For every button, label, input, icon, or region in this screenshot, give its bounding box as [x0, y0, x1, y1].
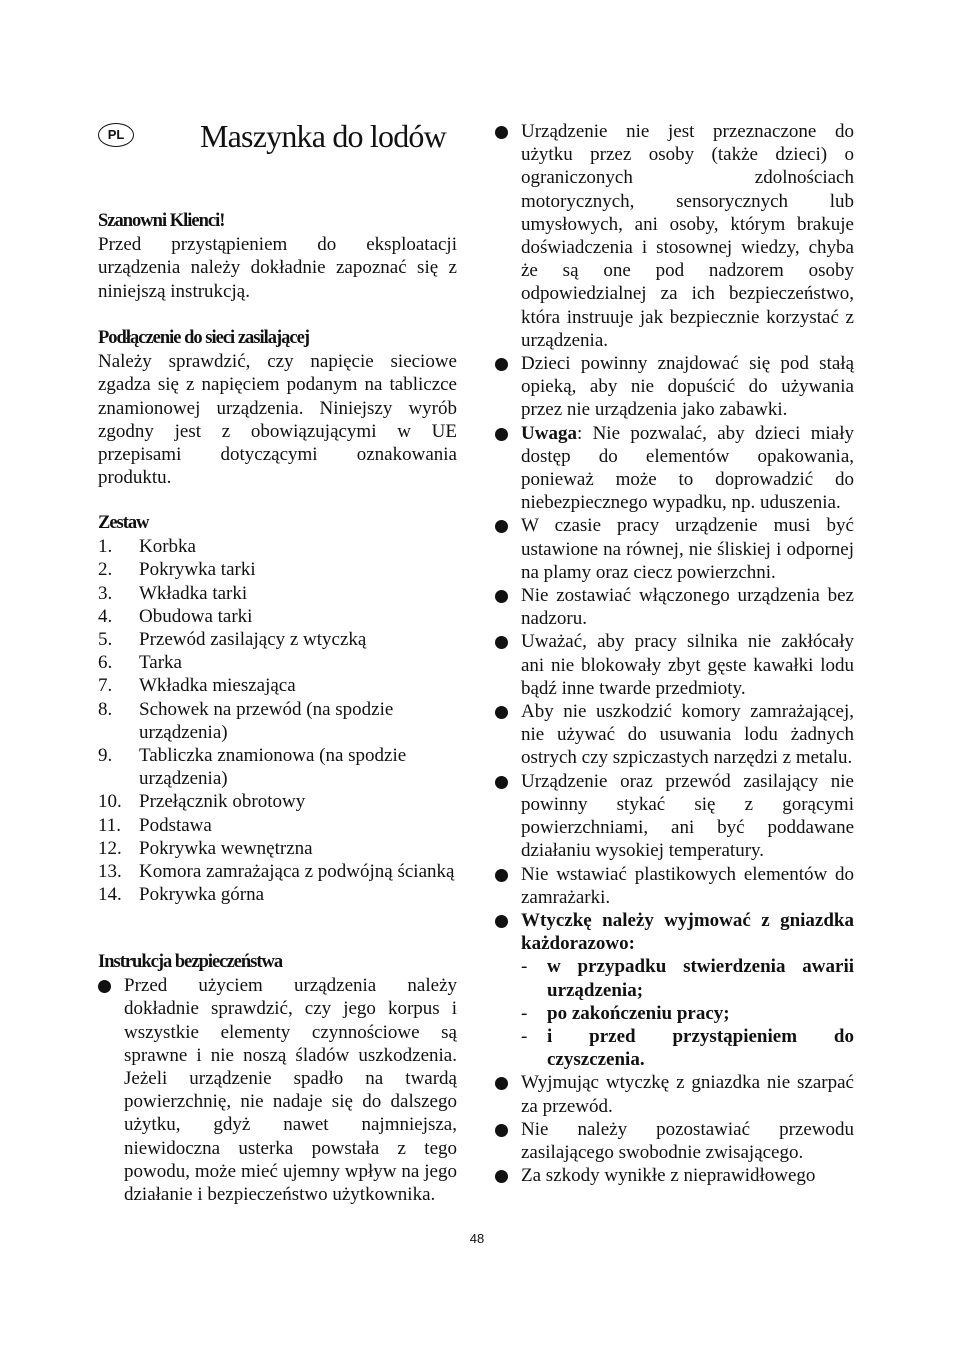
- power-section: [98, 327, 457, 489]
- item-number: 10.: [98, 791, 122, 813]
- bullet-icon: [495, 126, 508, 139]
- warning-text: : Nie pozwalać, aby dzieci miały dostęp do elementów opakowania, ponieważ może to doprowadzić do niebezpiecznego wypadku, np. uduszenia.: [521, 422, 854, 514]
- list-item: [98, 651, 457, 674]
- list-item: [98, 744, 457, 790]
- list-item: [495, 700, 854, 770]
- list-item-text: Aby nie uszkodzić komory zamrażającej, nie używać do usuwania lodu żadnych ostrych czy szpiczastych narzędzi z metalu.: [521, 701, 854, 769]
- intro-text: Przed przystąpieniem do eksploatacji urządzenia należy dokładnie zapoznać się z niniejszą instrukcją.: [98, 234, 457, 302]
- list-item: [495, 1164, 854, 1187]
- bullet-icon: [495, 428, 508, 441]
- item-label: Tarka: [139, 652, 182, 674]
- list-item: [495, 422, 854, 515]
- item-number: 4.: [98, 605, 113, 627]
- item-label: Podstawa: [139, 814, 212, 836]
- item-number: 6.: [98, 652, 113, 674]
- list-item: [98, 814, 457, 837]
- plug-sublist: [521, 955, 854, 1071]
- plug-heading: Wtyczkę należy wyjmować z gniazdka każdorazowo:: [521, 909, 854, 955]
- list-item: [98, 883, 457, 906]
- bullet-icon: [495, 1124, 508, 1137]
- safety-list-left: [98, 974, 457, 1206]
- bullet-icon: [495, 706, 508, 719]
- item-label: Wkładka mieszająca: [139, 675, 296, 697]
- list-item: [495, 1071, 854, 1117]
- item-number: 11.: [98, 814, 122, 836]
- list-item: [98, 860, 457, 883]
- item-label: Tabliczka znamionowa (na spodzie urządzenia): [139, 745, 407, 790]
- bullet-icon: [495, 869, 508, 882]
- item-number: 1.: [98, 536, 113, 558]
- warning-label: Uwaga: [521, 422, 577, 444]
- item-number: 2.: [98, 559, 113, 581]
- list-item: [98, 790, 457, 813]
- sublist-item: - po zakończeniu pracy;: [521, 1002, 854, 1025]
- item-label: Korbka: [139, 536, 196, 558]
- list-item: [98, 698, 457, 744]
- plug-list: [495, 909, 854, 1071]
- item-label: Przełącznik obrotowy: [139, 791, 306, 813]
- bullet-icon: [98, 980, 111, 993]
- bullet-icon: [495, 636, 508, 649]
- bullet-icon: [495, 358, 508, 371]
- item-label: Obudowa tarki: [139, 605, 253, 627]
- list-item: [98, 558, 457, 581]
- intro-section: [98, 210, 457, 303]
- safety-list-right-a: [495, 120, 854, 422]
- item-number: 3.: [98, 582, 113, 604]
- list-item-text: Nie wstawiać plastikowych elementów do zamrażarki.: [521, 863, 854, 908]
- safety-continued: [495, 120, 854, 1187]
- list-item-text: Uważać, aby pracy silnika nie zakłócały ani nie blokowały zbyt gęste kawałki lodu bądź inne twarde przedmioty.: [521, 631, 854, 699]
- item-number: 9.: [98, 745, 113, 767]
- list-item-text: Urządzenie oraz przewód zasilający nie powinny stykać się z gorącymi powierzchniami, ani być poddawane działaniu wysokiej temperatury.: [521, 770, 854, 862]
- item-label: Wkładka tarki: [139, 582, 248, 604]
- list-item: [495, 909, 854, 1071]
- list-item: [495, 352, 854, 422]
- list-item: [495, 120, 854, 352]
- item-number: 7.: [98, 675, 113, 697]
- list-item: [495, 514, 854, 584]
- list-item-text: Za szkody wynikłe z nieprawidłowego: [521, 1165, 816, 1187]
- item-label: Pokrywka wewnętrzna: [139, 837, 313, 859]
- list-item: [98, 674, 457, 697]
- set-list: [98, 535, 457, 906]
- item-label: Przewód zasilający z wtyczką: [139, 629, 367, 651]
- sublist-item: - w przypadku stwierdzenia awarii urządzenia;: [521, 955, 854, 1001]
- list-item-text: W czasie pracy urządzenie musi być ustawione na równej, nie śliskiej i odpornej na plamy oraz ciecz powierzchni.: [521, 515, 854, 583]
- list-item: [98, 605, 457, 628]
- list-item-text: Urządzenie nie jest przeznaczone do użytku przez osoby (także dzieci) o ograniczonych zdolnościach motorycznych, sensorycznych lub umysłowych, ani osoby, którym brakuje doświadczenia i stosownej wiedzy, chyba że są one pod nadzorem osoby odpowiedzialnej za ich bezpieczeństwo, która instruuje jak bezpiecznie korzystać z urządzenia.: [521, 121, 854, 351]
- list-item: [495, 770, 854, 863]
- bullet-icon: [495, 590, 508, 603]
- item-number: 14.: [98, 884, 122, 906]
- page-title: Maszynka do lodów: [200, 118, 446, 154]
- list-item: [98, 837, 457, 860]
- item-number: 8.: [98, 698, 113, 720]
- list-item-text: Wyjmując wtyczkę z gniazdka nie szarpać za przewód.: [521, 1072, 854, 1117]
- list-item-text: Dzieci powinny znajdować się pod stałą opieką, aby nie dopuścić do używania przez nie urządzenia jako zabawki.: [521, 353, 854, 421]
- safety-heading: Instrukcja bezpieczeństwa: [98, 952, 283, 972]
- list-item: [98, 974, 457, 1206]
- language-badge: PL: [98, 123, 134, 147]
- item-number: 5.: [98, 629, 113, 651]
- list-item-text: Nie należy pozostawiać przewodu zasilającego swobodnie zwisającego.: [521, 1118, 854, 1163]
- bullet-icon: [495, 520, 508, 533]
- item-label: Komora zamrażająca z podwójną ścianką: [139, 861, 455, 883]
- warning-list: [495, 422, 854, 515]
- list-item: [98, 628, 457, 651]
- set-heading: Zestaw: [98, 513, 149, 533]
- page-header: [98, 118, 458, 158]
- page-number: 48: [469, 1231, 485, 1246]
- item-label: Pokrywka tarki: [139, 559, 256, 581]
- list-item-text: Przed użyciem urządzenia należy dokładnie sprawdzić, czy jego korpus i wszystkie elementy czynnościowe są sprawne i nie noszą śladów uszkodzenia. Jeżeli urządzenie spadło na twardą powierzchnię, nie nadaje się do dalszego użytku, gdyż nawet najmniejsza, niewidoczna usterka powstała z tego powodu, może mieć ujemny wpływ na jego działanie i bezpieczeństwo użytkownika.: [124, 975, 457, 1206]
- bullet-icon: [495, 776, 508, 789]
- bullet-icon: [495, 915, 508, 928]
- bullet-icon: [495, 1077, 508, 1090]
- power-text: Należy sprawdzić, czy napięcie sieciowe zgadza się z napięciem podanym na tabliczce znamionowej urządzenia. Niniejszy wyrób zgodny jest z obowiązującymi w UE przepisami dotyczącymi oznakowania produktu.: [98, 351, 457, 489]
- safety-list-right-c: [495, 1071, 854, 1187]
- bullet-icon: [495, 1170, 508, 1183]
- list-item: [98, 582, 457, 605]
- list-item: [495, 630, 854, 700]
- list-item-text: Nie zostawiać włączonego urządzenia bez nadzoru.: [521, 585, 854, 630]
- list-item: [98, 535, 457, 558]
- item-number: 12.: [98, 837, 122, 859]
- intro-heading: Szanowni Klienci!: [98, 211, 225, 231]
- power-heading: Podłączenie do sieci zasilającej: [98, 328, 310, 348]
- list-item: [495, 1118, 854, 1164]
- item-number: 13.: [98, 861, 122, 883]
- item-label: Schowek na przewód (na spodzie urządzenia): [139, 698, 394, 743]
- set-section: [98, 512, 457, 906]
- item-label: Pokrywka górna: [139, 884, 265, 906]
- safety-section: [98, 951, 457, 1206]
- list-item: [495, 863, 854, 909]
- sublist-item: - i przed przystąpieniem do czyszczenia.: [521, 1025, 854, 1071]
- list-item: [495, 584, 854, 630]
- safety-list-right-b: [495, 514, 854, 908]
